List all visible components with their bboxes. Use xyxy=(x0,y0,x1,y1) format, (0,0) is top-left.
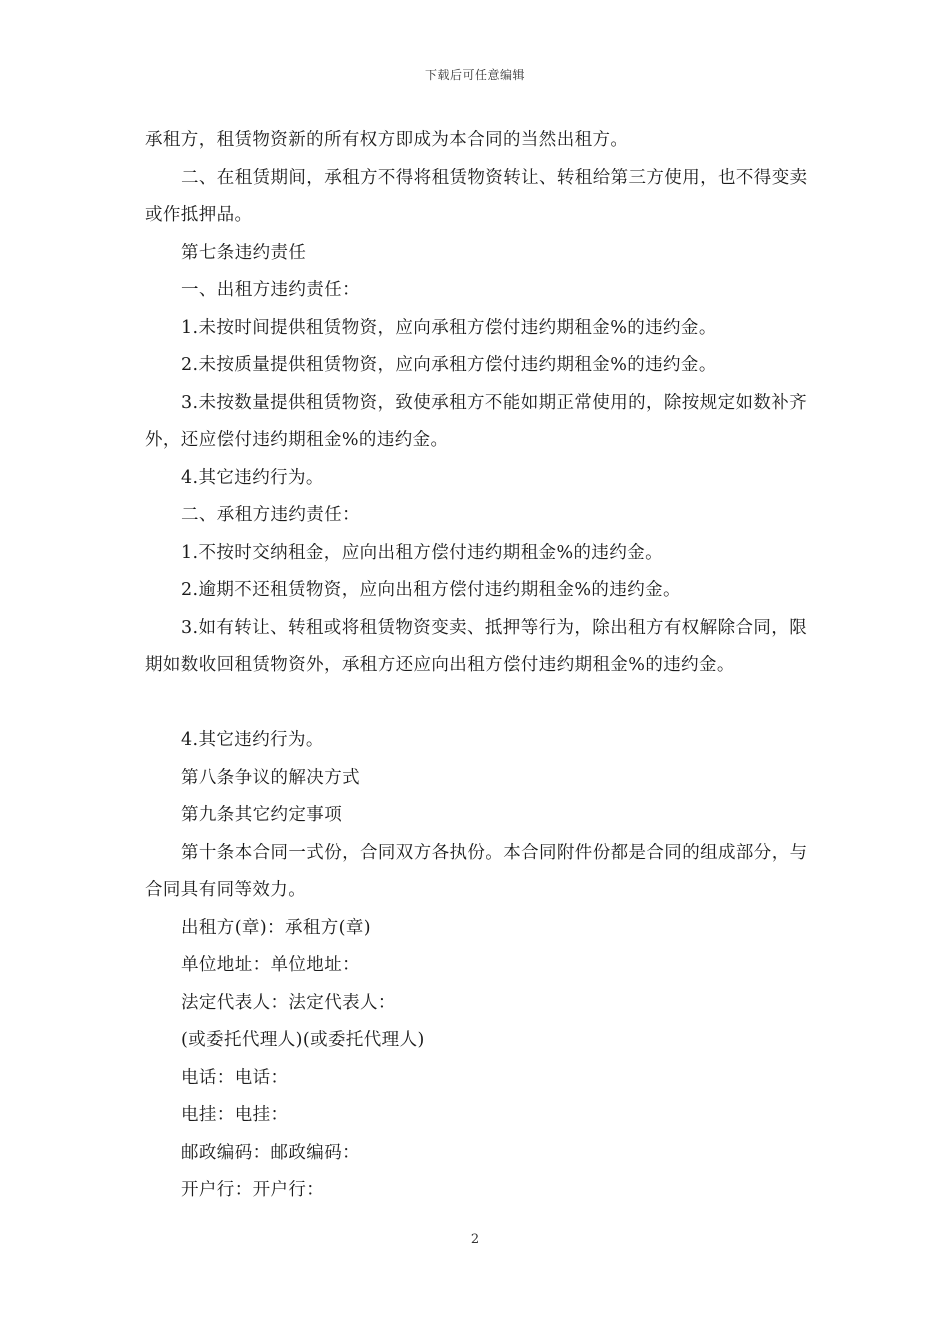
lessor-breach-item-2: 2.未按质量提供租赁物资，应向承租方偿付违约期租金%的违约金。 xyxy=(181,355,717,375)
lessor-breach-heading: 一、出租方违约责任： xyxy=(181,280,360,300)
lessee-breach-item-3: 3.如有转让、转租或将租赁物资变卖、抵押等行为，除出租方有权解除合同，限期如数收回租赁物资外，承租方还应向出租方偿付违约期租金%的违约金。 xyxy=(145,617,808,675)
lessee-breach-item-2: 2.逾期不还租赁物资，应向出租方偿付违约期租金%的违约金。 xyxy=(181,580,681,600)
signature-bank-line: 开户行：开户行： xyxy=(181,1180,325,1200)
signature-phone-line: 电话：电话： xyxy=(181,1067,289,1088)
signature-address-line: 单位地址：单位地址： xyxy=(181,955,360,975)
lessee-breach-item-4: 4.其它违约行为。 xyxy=(181,730,324,750)
document-body xyxy=(145,122,820,1210)
lessor-breach-item-1: 1.未按时间提供租赁物资，应向承租方偿付违约期租金%的违约金。 xyxy=(181,317,717,338)
page-number: 2 xyxy=(470,1232,480,1247)
lessor-breach-item-4: 4.其它违约行为。 xyxy=(181,467,324,488)
article-7-heading: 第七条违约责任 xyxy=(181,242,307,263)
signature-postcode-line: 邮政编码：邮政编码： xyxy=(181,1142,360,1163)
signature-seal-line: 出租方(章)：承租方(章) xyxy=(181,917,372,938)
paragraph-continuation: 承租方，租赁物资新的所有权方即成为本合同的当然出租方。 xyxy=(145,130,629,150)
article-9-heading: 第九条其它约定事项 xyxy=(181,805,343,825)
lessee-breach-heading: 二、承租方违约责任： xyxy=(181,505,360,525)
lessor-breach-item-3: 3.未按数量提供租赁物资，致使承租方不能如期正常使用的，除按规定如数补齐外，还应偿付违约期租金%的违约金。 xyxy=(145,392,808,450)
page-header-note: 下载后可任意编辑 xyxy=(424,68,525,82)
blank-line xyxy=(145,685,820,723)
signature-representative-line: 法定代表人：法定代表人： xyxy=(181,992,396,1013)
lessee-breach-item-1: 1.不按时交纳租金，应向出租方偿付违约期租金%的违约金。 xyxy=(181,542,664,563)
paragraph-clause-2: 二、在租赁期间，承租方不得将租赁物资转让、转租给第三方使用，也不得变卖或作抵押品。 xyxy=(145,167,808,225)
signature-agent-line: (或委托代理人)(或委托代理人) xyxy=(181,1030,425,1050)
article-10-paragraph: 第十条本合同一式份，合同双方各执份。本合同附件份都是合同的组成部分，与合同具有同等效力。 xyxy=(145,842,808,900)
signature-telegraph-line: 电挂：电挂： xyxy=(181,1105,289,1125)
article-8-heading: 第八条争议的解决方式 xyxy=(181,767,360,788)
